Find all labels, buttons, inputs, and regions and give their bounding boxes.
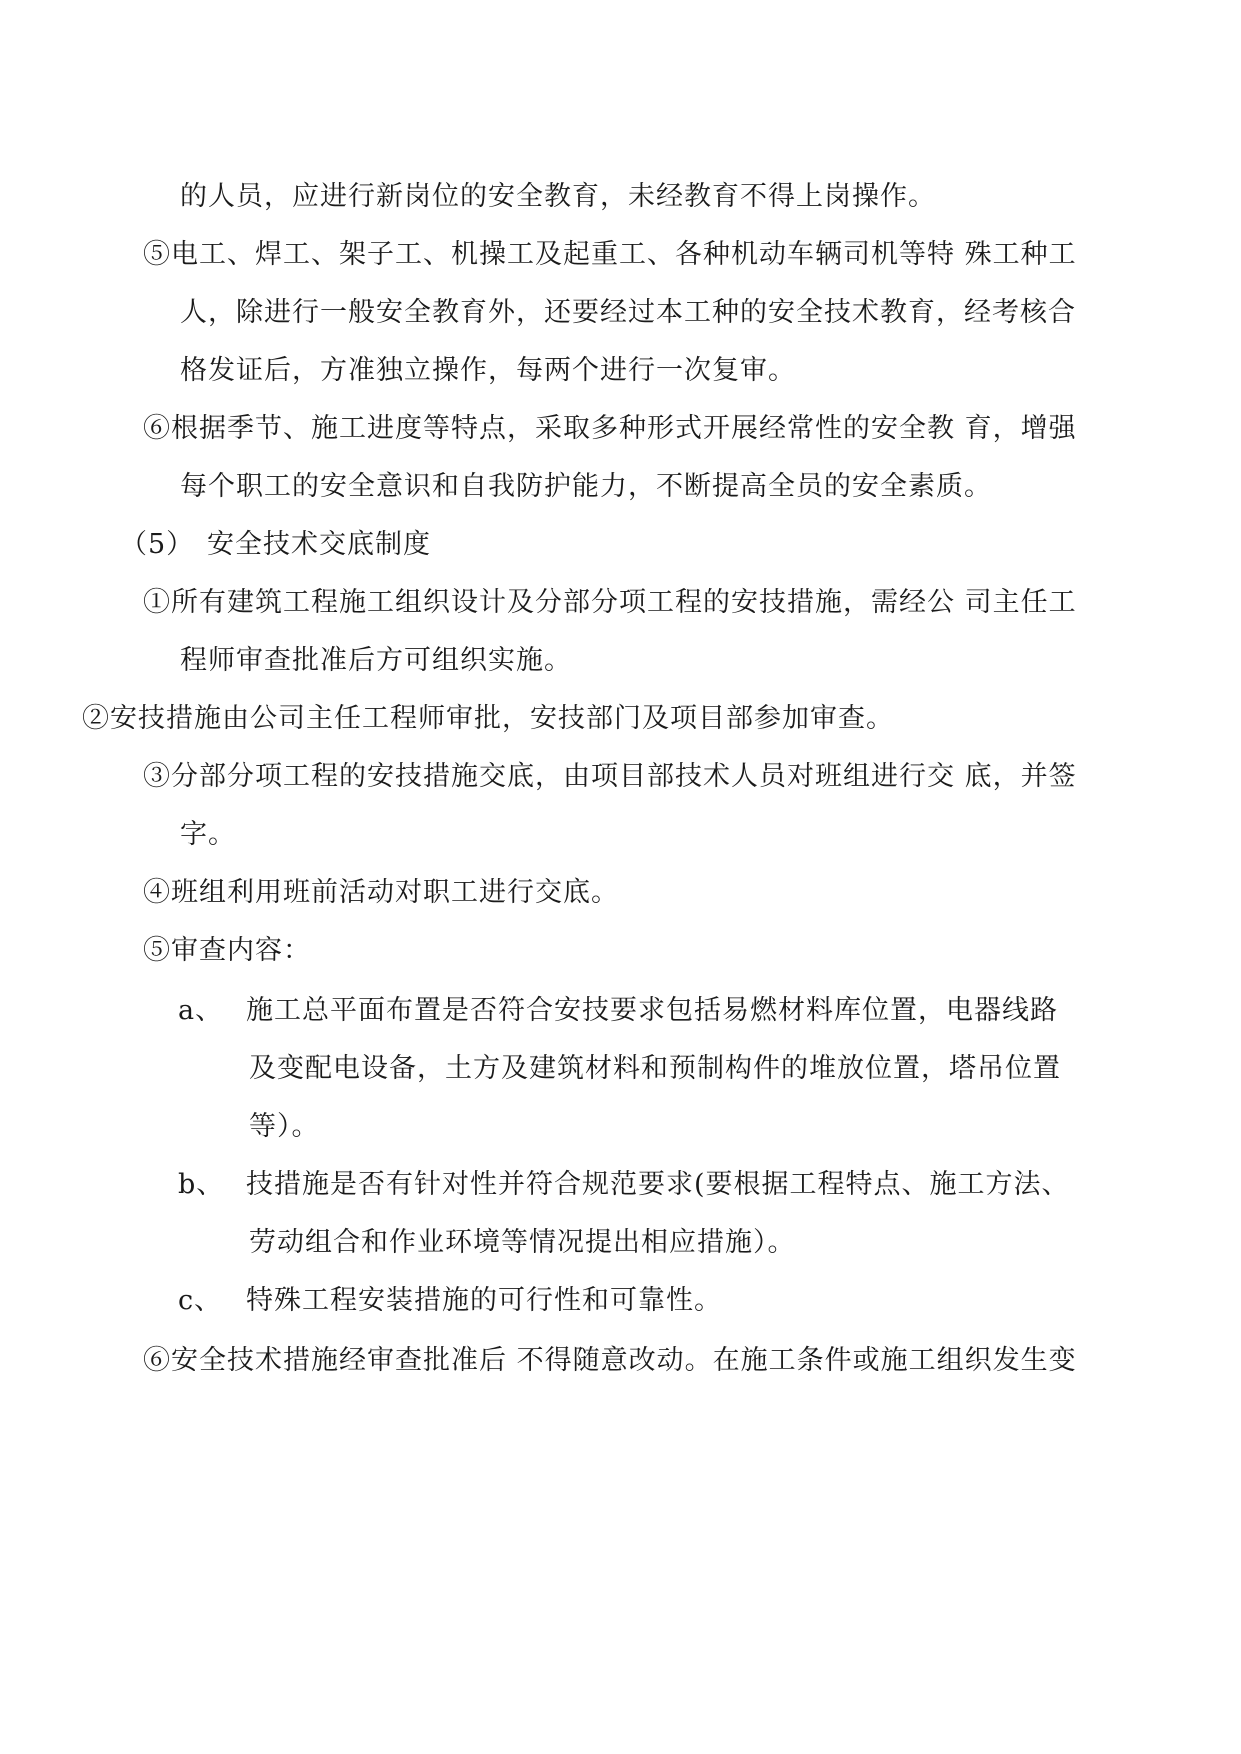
section-title: 安全技术交底制度 bbox=[207, 529, 431, 560]
text-line: 程师审查批准后方可组织实施。 bbox=[180, 645, 572, 676]
text-line: 人，除进行一般安全教育外，还要经过本工种的安全技术教育，经考核合 bbox=[180, 297, 1076, 328]
text-line: 每个职工的安全意识和自我防护能力，不断提高全员的安全素质。 bbox=[180, 471, 992, 502]
text-line: ⑥根据季节、施工进度等特点，采取多种形式开展经常性的安全教 育，增强 bbox=[143, 413, 1077, 444]
text-line: ①所有建筑工程施工组织设计及分部分项工程的安技措施，需经公 司主任工 bbox=[143, 587, 1077, 618]
text-line: ⑤电工、焊工、架子工、机操工及起重工、各种机动车辆司机等特 殊工种工 bbox=[143, 239, 1077, 270]
item-b-text: 技措施是否有针对性并符合规范要求(要根据工程特点、施工方法、 bbox=[246, 1169, 1070, 1200]
text-line: 劳动组合和作业环境等情况提出相应措施）。 bbox=[249, 1227, 796, 1258]
text-line: ⑤审查内容： bbox=[143, 935, 311, 966]
text-line: 格发证后，方准独立操作，每两个进行一次复审。 bbox=[180, 355, 796, 386]
item-c-marker: c、 bbox=[178, 1285, 223, 1316]
item-b-marker: b、 bbox=[178, 1169, 225, 1200]
item-a-text: 施工总平面布置是否符合安技要求包括易燃材料库位置，电器线路 bbox=[246, 995, 1058, 1026]
text-line: ⑥安全技术措施经审查批准后 不得随意改动。在施工条件或施工组织发生变 bbox=[143, 1345, 1077, 1376]
text-line: ④班组利用班前活动对职工进行交底。 bbox=[143, 877, 619, 908]
item-a-marker: a、 bbox=[178, 995, 224, 1026]
item-c-text: 特殊工程安装措施的可行性和可靠性。 bbox=[246, 1285, 722, 1316]
text-line: 字。 bbox=[180, 819, 236, 850]
section-number: （5） bbox=[120, 529, 195, 560]
text-line: 的人员，应进行新岗位的安全教育，未经教育不得上岗操作。 bbox=[180, 181, 936, 212]
text-line: ③分部分项工程的安技措施交底，由项目部技术人员对班组进行交 底，并签 bbox=[143, 761, 1077, 792]
text-line: 及变配电设备，土方及建筑材料和预制构件的堆放位置，塔吊位置 bbox=[249, 1053, 1061, 1084]
text-line: ②安技措施由公司主任工程师审批，安技部门及项目部参加审查。 bbox=[82, 703, 894, 734]
text-line: 等）。 bbox=[249, 1111, 320, 1142]
